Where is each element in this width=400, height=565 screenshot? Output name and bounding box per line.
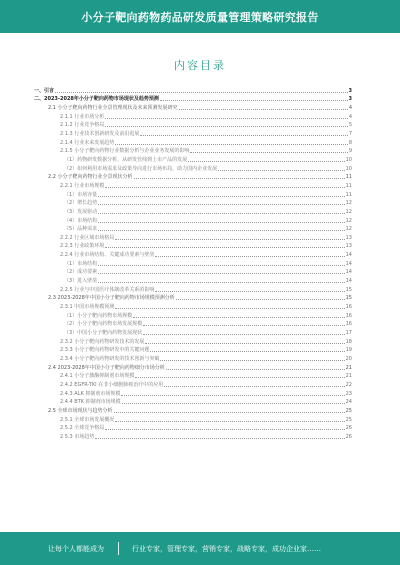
toc-entry[interactable]	[34, 215, 352, 224]
toc-entry-page: 11	[345, 174, 352, 181]
toc-leader-dots	[115, 308, 344, 309]
toc-entry-title: 2.1.2 行业竞争格局	[60, 122, 105, 129]
toc-entry[interactable]	[34, 111, 352, 120]
toc-entry-title: （1）市场结构	[64, 260, 98, 267]
toc-entry-page: 14	[345, 269, 352, 276]
toc-entry-page: 21	[345, 373, 352, 380]
toc-leader-dots	[218, 170, 344, 171]
toc-leader-dots	[98, 273, 344, 274]
toc-entry-title: （3）中国小分子靶向药物发展现状	[64, 330, 143, 337]
toc-entry-page: 5	[348, 122, 352, 129]
toc-entry-page: 3	[348, 87, 352, 94]
toc-entry-page: 16	[345, 321, 352, 328]
toc-leader-dots	[188, 161, 344, 162]
toc-leader-dots	[190, 152, 347, 153]
toc-entry-page: 3	[348, 96, 352, 103]
toc-entry-page: 12	[345, 200, 352, 207]
toc-entry[interactable]	[34, 94, 352, 103]
toc-leader-dots	[115, 239, 344, 240]
toc-entry[interactable]	[34, 154, 352, 163]
toc-entry[interactable]	[34, 146, 352, 155]
toc-entry[interactable]	[34, 345, 352, 354]
toc-entry-title: 2.2 小分子靶向药物行业全景现状分析	[48, 174, 133, 181]
toc-leader-dots	[114, 412, 345, 413]
toc-entry[interactable]	[34, 388, 352, 397]
toc-leader-dots	[145, 343, 344, 344]
toc-entry-title: 2.2.1 行业市场规模	[60, 182, 105, 189]
toc-entry[interactable]	[34, 327, 352, 336]
toc-entry-title: 2.4 2023-2028年中国小分子靶向药物细分市场分析	[48, 364, 165, 371]
toc-entry[interactable]	[34, 249, 352, 258]
toc-leader-dots	[105, 118, 348, 119]
toc-leader-dots	[155, 256, 344, 257]
toc-entry-title: 一、引言	[34, 87, 55, 94]
toc-entry-title: 2.1.1 行业市场分析	[60, 113, 105, 120]
toc-leader-dots	[134, 178, 345, 179]
toc-leader-dots	[98, 204, 344, 205]
toc-entry[interactable]	[34, 362, 352, 371]
toc-entry-page: 19	[345, 347, 352, 354]
toc-leader-dots	[143, 334, 344, 335]
toc-entry-page: 15	[345, 295, 352, 302]
toc-entry-title: 2.3.2 小分子靶向药物研发技术的发展	[60, 338, 145, 345]
toc-entry-title: 2.3 2023-2028年中国小分子靶向药物市场规模预测分析	[48, 295, 175, 302]
toc-entry-title: （1）市场容量	[64, 191, 98, 198]
toc-entry[interactable]	[34, 163, 352, 172]
toc-entry[interactable]	[34, 120, 352, 129]
toc-entry[interactable]	[34, 137, 352, 146]
toc-leader-dots	[160, 360, 344, 361]
toc-entry[interactable]	[34, 102, 352, 111]
toc-entry-title: 2.4.2 EGFR-TKI 在非小细胞肺癌治疗中的应用	[60, 381, 164, 388]
toc-entry[interactable]	[34, 241, 352, 250]
toc-entry[interactable]	[34, 319, 352, 328]
toc-leader-dots	[122, 403, 345, 404]
toc-leader-dots	[166, 369, 345, 370]
toc-entry-title: 2.2.4 行业市场结构、关键成功要素与壁垒	[60, 252, 155, 259]
toc-leader-dots	[121, 395, 344, 396]
toc-entry-title: 2.5 全球市场现状与趋势分析	[48, 407, 113, 414]
toc-entry[interactable]	[34, 284, 352, 293]
toc-entry-title: （4）市场结构	[64, 217, 98, 224]
toc-entry-page: 14	[345, 252, 352, 259]
toc-leader-dots	[115, 144, 348, 145]
toc-entry-title: （5）品种需求	[64, 226, 98, 233]
toc-entry[interactable]	[34, 371, 352, 380]
toc-leader-dots	[55, 92, 348, 93]
toc-entry-title: （1）小分子靶向药物市场规模	[64, 312, 133, 319]
toc-entry-page: 25	[345, 407, 352, 414]
toc-entry-title: 2.5.1 全球市场发展概况	[60, 416, 115, 423]
toc-entry[interactable]	[34, 310, 352, 319]
toc-entry-title: 2.2.5 行业与中国医疗体制改革关系的影响	[60, 286, 155, 293]
toc-entry[interactable]	[34, 206, 352, 215]
toc-entry-title: （2）增长趋势	[64, 200, 98, 207]
toc-leader-dots	[150, 351, 344, 352]
toc-leader-dots	[95, 438, 344, 439]
toc-entry-page: 10	[345, 156, 352, 163]
toc-entry-title: 2.1.4 行业未来发展趋势	[60, 139, 115, 146]
toc-entry-page: 21	[345, 364, 352, 371]
toc-leader-dots	[160, 100, 348, 101]
toc-entry-page: 26	[345, 433, 352, 440]
toc-leader-dots	[115, 421, 344, 422]
toc-leader-dots	[179, 109, 348, 110]
toc-entry-page: 17	[345, 330, 352, 337]
toc-entry-title: （2）成功要素	[64, 269, 98, 276]
toc-entry-page: 14	[345, 260, 352, 267]
toc-entry[interactable]	[34, 232, 352, 241]
toc-entry-title: （3）发展驱动	[64, 208, 98, 215]
toc-entry-title: 2.4.4 BTK 抑制剂市场规模	[60, 399, 121, 406]
toc-entry[interactable]	[34, 423, 352, 432]
toc-leader-dots	[98, 265, 344, 266]
toc-entry-title: 2.3.3 小分子靶向药物研发中的关键问题	[60, 347, 150, 354]
toc-entry[interactable]	[34, 224, 352, 233]
toc-entry-page: 13	[345, 234, 352, 241]
toc-leader-dots	[105, 126, 348, 127]
toc-entry[interactable]	[34, 353, 352, 362]
footer-slogan: 让每个人都能成为	[48, 544, 104, 553]
toc-leader-dots	[105, 429, 344, 430]
footer-banner	[0, 532, 400, 565]
toc-leader-dots	[133, 317, 344, 318]
toc-entry-page: 8	[348, 139, 352, 146]
footer-tagline: 行业专家，管理专家，营销专家，战略专家，成功企业家……	[132, 544, 321, 553]
toc-leader-dots	[98, 222, 344, 223]
toc-entry-title: 2.1.3 行业技术创新研发及前沿进展	[60, 130, 140, 137]
toc-entry[interactable]	[34, 267, 352, 276]
header-banner	[0, 0, 400, 33]
toc-entry[interactable]	[34, 405, 352, 414]
toc-leader-dots	[143, 325, 344, 326]
toc-entry-page: 4	[348, 104, 352, 111]
toc-entry[interactable]	[34, 431, 352, 440]
toc-leader-dots	[98, 213, 344, 214]
toc-entry-page: 4	[348, 113, 352, 120]
toc-entry[interactable]	[34, 397, 352, 406]
toc-entry-title: 2.4.1 小分子激酶抑制剂市场规模	[60, 373, 135, 380]
toc-entry[interactable]	[34, 301, 352, 310]
toc-entry-page: 23	[345, 390, 352, 397]
toc-entry-title: 二、2023-2028年小分子靶向药物市场现状及趋势预测	[34, 96, 159, 103]
toc-entry-page: 9	[348, 148, 352, 155]
toc-leader-dots	[135, 377, 344, 378]
toc-entry-page: 20	[345, 356, 352, 362]
toc-leader-dots	[98, 230, 344, 231]
toc-entry-page: 24	[345, 399, 352, 406]
toc-entry-title: 2.1 小分子靶向药物行业全景管理现状及未来预测发展研究	[48, 104, 178, 111]
toc-entry[interactable]	[34, 198, 352, 207]
toc-entry-title: 2.5.3 市场趋势	[60, 433, 95, 440]
toc-entry-page: 14	[345, 278, 352, 285]
toc-entry-title: （3）进入壁垒	[64, 278, 98, 285]
toc-entry-page: 26	[345, 425, 352, 432]
toc-entry-title: 2.5.2 全球竞争格局	[60, 425, 105, 432]
toc-entry-page: 16	[345, 304, 352, 311]
toc-entry[interactable]	[34, 172, 352, 181]
toc-leader-dots	[105, 247, 344, 248]
toc-entry[interactable]	[34, 293, 352, 302]
document-title: 小分子靶向药物药品研发质量管理策略研究报告	[81, 10, 319, 24]
toc-entry-page: 12	[345, 208, 352, 215]
toc-entry-page: 16	[345, 312, 352, 319]
footer-divider	[118, 542, 119, 555]
toc-entry-title: （1）药物研发数据分析，从研发管线到上市产品的发展	[64, 156, 188, 163]
toc-entry-title: 2.3.1 中国市场规模预测	[60, 304, 115, 311]
toc-heading: 内容目录	[174, 59, 226, 72]
toc-entry[interactable]	[34, 180, 352, 189]
toc-entry-page: 15	[345, 286, 352, 293]
toc-entry-page: 12	[345, 217, 352, 224]
toc-entry-page: 13	[345, 243, 352, 250]
toc-leader-dots	[176, 299, 345, 300]
toc-leader-dots	[164, 386, 344, 387]
toc-entry[interactable]	[34, 414, 352, 423]
table-of-contents	[34, 85, 352, 440]
toc-entry-page: 12	[345, 226, 352, 233]
toc-entry-title: 2.2.3 行业政策环境	[60, 243, 105, 250]
toc-entry-page: 25	[345, 416, 352, 423]
toc-entry[interactable]	[34, 258, 352, 267]
toc-leader-dots	[105, 187, 344, 188]
toc-entry[interactable]	[34, 85, 352, 94]
toc-entry[interactable]	[34, 275, 352, 284]
toc-entry[interactable]	[34, 128, 352, 137]
toc-entry[interactable]	[34, 189, 352, 198]
toc-entry-title: 2.2.2 行业区域市场格局	[60, 234, 115, 241]
toc-entry-page: 11	[345, 191, 352, 198]
toc-entry-title: 2.4.3 ALK 抑制剂市场规模	[60, 390, 121, 397]
toc-entry-page: 22	[345, 381, 352, 388]
toc-leader-dots	[140, 135, 347, 136]
toc-entry-title: （2）小分子靶向药物市场发展规模	[64, 321, 143, 328]
toc-leader-dots	[155, 291, 344, 292]
toc-entry-title: （2）如何利用市场需求及政策导向进行市场布局，助力国内企业发展	[64, 165, 218, 172]
toc-entry-title: 2.1.5 小分子靶向药物行业数据分析与企业业务发展的影响	[60, 148, 190, 155]
toc-entry-page: 7	[348, 130, 352, 137]
toc-entry[interactable]	[34, 336, 352, 345]
toc-entry-page: 10	[345, 165, 352, 172]
toc-leader-dots	[98, 196, 344, 197]
toc-leader-dots	[98, 282, 344, 283]
toc-entry-title: 2.3.4 小分子靶向药物研发的技术创新与突破	[60, 356, 160, 362]
toc-entry-page: 18	[345, 338, 352, 345]
toc-entry[interactable]	[34, 379, 352, 388]
toc-entry-page: 11	[345, 182, 352, 189]
